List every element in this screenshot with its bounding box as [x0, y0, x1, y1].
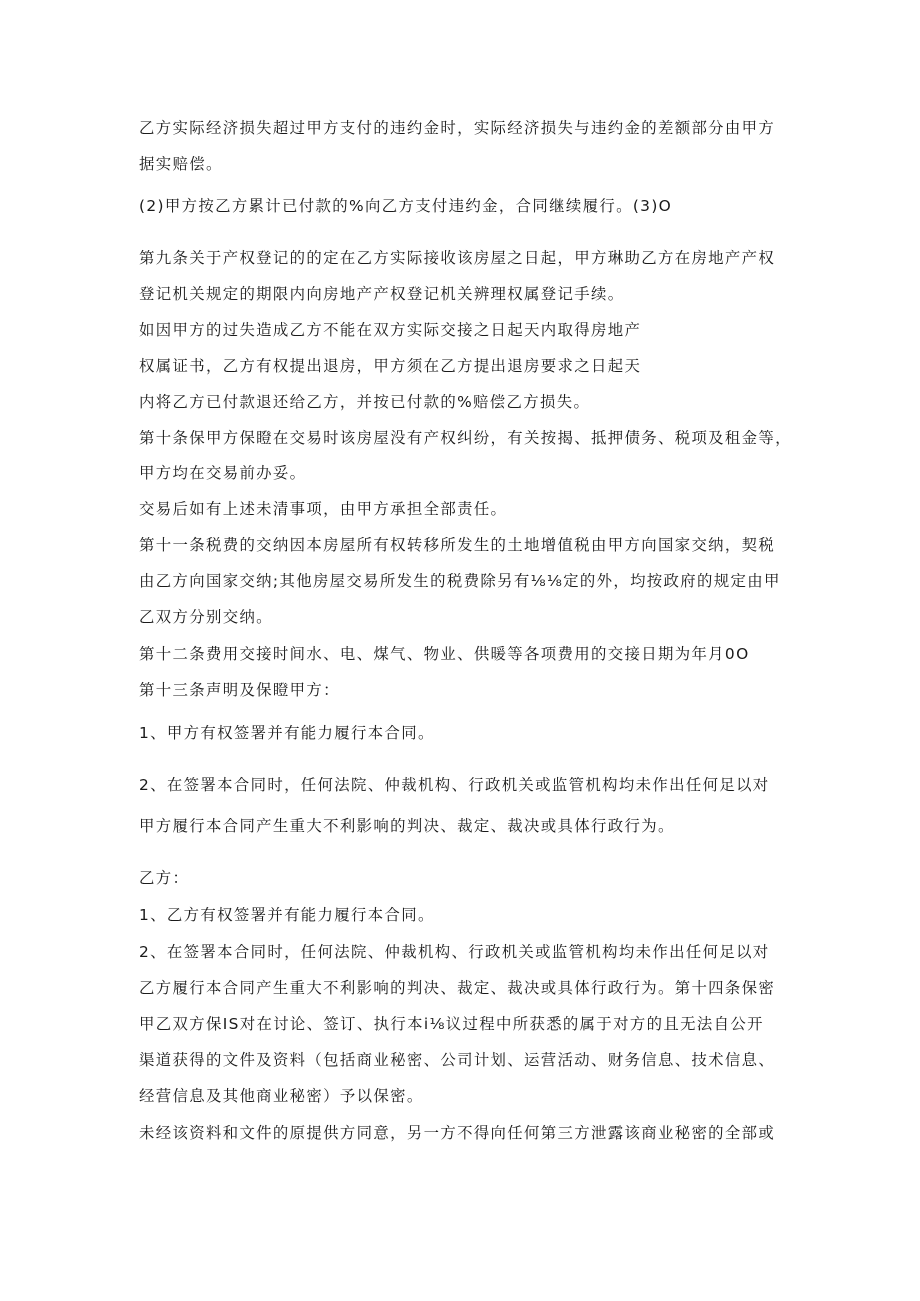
text-line: 未经该资料和文件的原提供方同意，另一方不得向任何第三方泄露该商业秘密的全部或 — [139, 1124, 776, 1142]
text-line: 第十三条声明及保瞪甲方： — [139, 681, 340, 699]
text-line: 内将乙方已付款退还给乙方，并按已付款的%赔偿乙方损失。 — [139, 393, 591, 411]
text-line: 甲方均在交易前办妥。 — [139, 464, 307, 482]
text-line: 第十二条费用交接时间水、电、煤气、物业、供暖等各项费用的交接日期为年月0O — [139, 645, 750, 663]
text-line: 第十一条税费的交纳因本房屋所有权转移所发生的土地增值税由甲方向国家交纳，契税 — [139, 536, 776, 554]
text-line: 权属证书，乙方有权提出退房，甲方须在乙方提出退房要求之日起天 — [139, 357, 642, 375]
text-line: 由乙方向国家交纳;其他房屋交易所发生的税费除另有⅛⅛定的外，均按政府的规定由甲 — [139, 572, 781, 590]
text-line: 1、乙方有权签署并有能力履行本合同。 — [139, 906, 435, 924]
text-line: 第九条关于产权登记的的定在乙方实际接收该房屋之日起，甲方琳助乙方在房地产产权 — [139, 249, 776, 267]
text-line: 甲乙双方保IS对在讨论、签订、执行本i⅛议过程中所获悉的属于对方的且无法自公开 — [139, 1015, 764, 1033]
text-line: 乙方履行本合同产生重大不利影响的判决、裁定、裁决或具体行政行为。第十四条保密 — [139, 979, 776, 997]
text-line: 2、在签署本合同时，任何法院、仲裁机构、行政机关或监管机构均未作出任何足以对 — [139, 943, 770, 961]
text-line: 1、甲方有权签署并有能力履行本合同。 — [139, 724, 435, 742]
text-line: 交易后如有上述未清事项，由甲方承担全部责任。 — [139, 500, 508, 518]
text-line: 第十条保甲方保瞪在交易时该房屋没有产权纠纷，有关按揭、抵押债务、税项及租金等， — [139, 429, 792, 447]
text-line: 乙双方分别交纳。 — [139, 608, 273, 626]
text-line: 经营信息及其他商业秘密）予以保密。 — [139, 1087, 424, 1105]
text-line: 甲方履行本合同产生重大不利影响的判决、裁定、裁决或具体行政行为。 — [139, 817, 675, 835]
text-line: 如因甲方的过失造成乙方不能在双方实际交接之日起天内取得房地产 — [139, 321, 642, 339]
text-line: 登记机关规定的期限内向房地产产权登记机关辨理权属登记手续。 — [139, 285, 625, 303]
text-line: 乙方实际经济损失超过甲方支付的违约金时，实际经济损失与违约金的差额部分由甲方 — [139, 119, 776, 137]
text-line: 2、在签署本合同时，任何法院、仲裁机构、行政机关或监管机构均未作出任何足以对 — [139, 776, 770, 794]
text-line: 据实赔偿。 — [139, 155, 223, 173]
text-line: 渠道获得的文件及资料（包括商业秘密、公司计划、运营活动、财务信息、技术信息、 — [139, 1051, 776, 1069]
text-line: (2)甲方按乙方累计已付款的%向乙方支付违约金，合同继续履行。(3)O — [139, 197, 673, 215]
text-line: 乙方： — [139, 869, 190, 887]
